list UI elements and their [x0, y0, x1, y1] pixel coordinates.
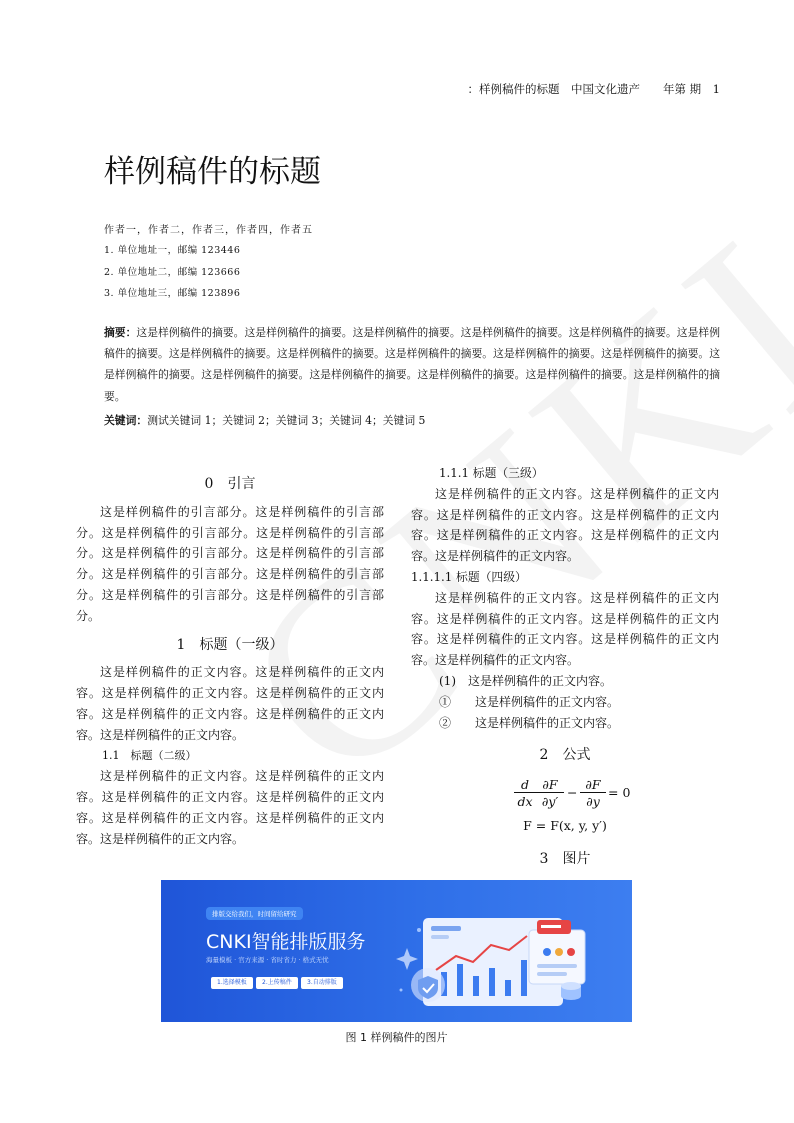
- formula-F: F = F(x, y, y′): [523, 818, 607, 833]
- abstract: [104, 322, 720, 407]
- section-heading-intro: 0 引言: [204, 476, 256, 492]
- keywords-label: 关键词：: [104, 414, 148, 427]
- dashboard-illustration: [391, 890, 631, 1020]
- banner-step-2: 2.上传稿件: [256, 977, 298, 989]
- section-1-1-1-1-paragraph: 这是样例稿件的正文内容。这是样例稿件的正文内容。这是样例稿件的正文内容。这是样例稿件的正文内容。这是样例稿件的正文内容。这是样例稿件的正文内容。这是样例稿件的正文内容。: [411, 590, 719, 668]
- list-item: (1) 这是样例稿件的正文内容。: [439, 673, 612, 688]
- section-1-paragraph: 这是样例稿件的正文内容。这是样例稿件的正文内容。这是样例稿件的正文内容。这是样例稿件的正文内容。这是样例稿件的正文内容。这是样例稿件的正文内容。这是样例稿件的正文内容。: [76, 665, 384, 742]
- banner-step-1: 1.选择模板: [211, 977, 253, 989]
- list-item: ② 这是样例稿件的正文内容。: [439, 715, 620, 730]
- author-list: 作者一，作者二，作者三，作者四，作者五: [104, 225, 313, 236]
- section-heading-1-1: 1.1 标题（二级）: [102, 748, 197, 762]
- section-heading-1-1-1: 1.1.1 标题（三级）: [439, 466, 544, 480]
- section-heading-1: 1 标题（一级）: [176, 636, 284, 653]
- left-column: [76, 474, 384, 850]
- frac-num-d: d: [520, 777, 529, 792]
- abstract-label: 摘要：: [104, 326, 137, 339]
- frac-num-dF: ∂F: [542, 777, 558, 792]
- frac-den-dx: dx: [517, 794, 533, 809]
- fraction-bar: [580, 792, 606, 793]
- frac-num-dF2: ∂F: [585, 777, 601, 792]
- paper-title: 样例稿件的标题: [104, 154, 321, 190]
- section-1-1-1-paragraph: 这是样例稿件的正文内容。这是样例稿件的正文内容。这是样例稿件的正文内容。这是样例稿件的正文内容。这是样例稿件的正文内容。这是样例稿件的正文内容。这是样例稿件的正文内容。: [411, 486, 719, 564]
- frac-den-dyprime: ∂y′: [541, 794, 559, 809]
- fraction-bar: [536, 792, 564, 793]
- section-heading-figure: 3 图片: [539, 851, 591, 867]
- equals-zero: = 0: [608, 785, 631, 800]
- right-column: [411, 463, 719, 733]
- figure-image: [161, 880, 632, 1022]
- intro-paragraph: 这是样例稿件的引言部分。这是样例稿件的引言部分。这是样例稿件的引言部分。这是样例稿件的引言部分。这是样例稿件的引言部分。这是样例稿件的引言部分。这是样例稿件的引言部分。这是样例稿件的引言部分。这是样例稿件的引言部分。这是样例稿件的引言部分。: [76, 504, 384, 623]
- affiliation-1: 1. 单位地址一，邮编 123446: [104, 245, 241, 256]
- banner-step-3: 3.自动排版: [301, 977, 343, 989]
- frac-den-dy: ∂y: [586, 794, 600, 809]
- formula-euler-lagrange: [514, 777, 634, 813]
- section-1-1-paragraph: 这是样例稿件的正文内容。这是样例稿件的正文内容。这是样例稿件的正文内容。这是样例稿件的正文内容。这是样例稿件的正文内容。这是样例稿件的正文内容。这是样例稿件的正文内容。: [76, 769, 384, 846]
- keywords: [104, 412, 425, 430]
- section-heading-formula: 2 公式: [539, 747, 591, 763]
- section-heading-1-1-1-1: 1.1.1.1 标题（四级）: [411, 569, 527, 584]
- affiliation-2: 2. 单位地址二，邮编 123666: [104, 267, 241, 278]
- banner-tagline: 排版交给我们，时间留给研究: [206, 907, 303, 920]
- keywords-text: 测试关键词 1；关键词 2；关键词 3；关键词 4；关键词 5: [147, 414, 426, 427]
- minus-sign: −: [567, 785, 578, 800]
- fraction-bar: [514, 792, 536, 793]
- figure-caption: 图 1 样例稿件的图片: [345, 1031, 448, 1044]
- banner-subline: 海量模板 · 官方来源 · 省时省力 · 格式无忧: [206, 956, 329, 964]
- banner-headline: CNKI智能排版服务: [206, 931, 366, 953]
- running-header: ：样例稿件的标题 中国文化遗产 年第 期 1: [467, 82, 720, 96]
- abstract-text: 这是样例稿件的摘要。这是样例稿件的摘要。这是样例稿件的摘要。这是样例稿件的摘要。这是样例稿件的摘要。这是样例稿件的摘要。这是样例稿件的摘要。这是样例稿件的摘要。这是样例稿件的摘要。这是样例稿件的摘要。这是样例稿件的摘要。这是样例稿件的摘要。这是样例稿件的摘要。这是样例稿件的摘要。这是样例稿件的摘要。这是样例稿件的摘要。这是样例稿件的摘要。: [104, 326, 720, 403]
- affiliation-3: 3. 单位地址三，邮编 123896: [104, 288, 241, 299]
- list-item: ① 这是样例稿件的正文内容。: [439, 694, 620, 709]
